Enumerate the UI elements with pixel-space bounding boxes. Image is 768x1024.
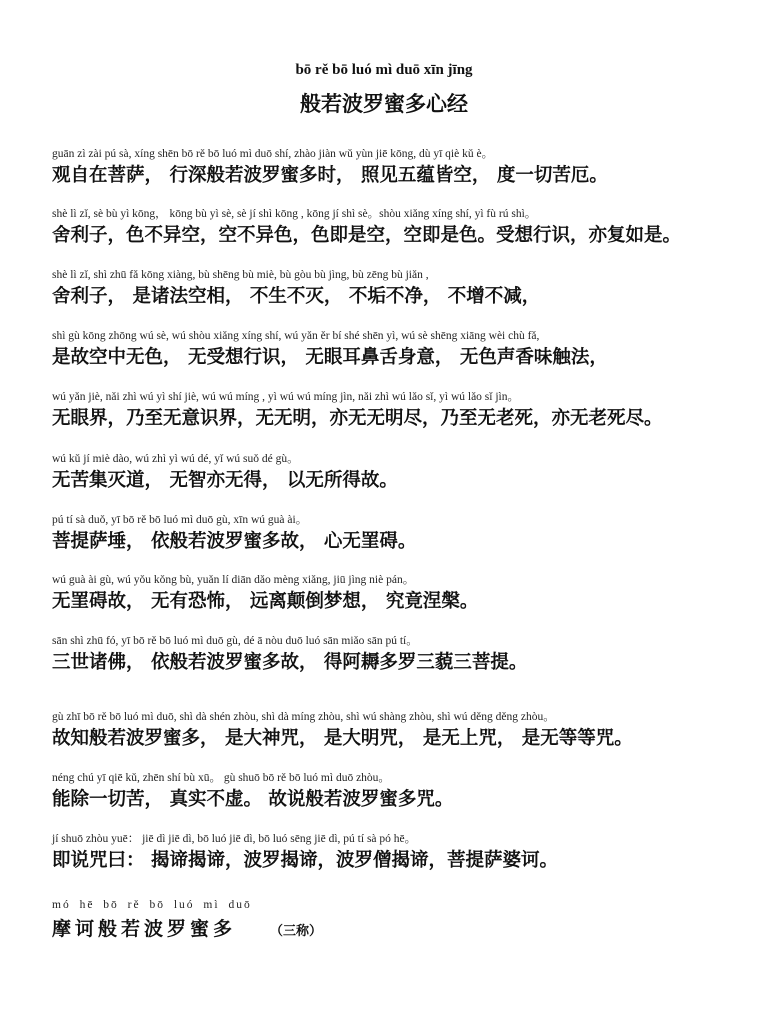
verse-line xyxy=(52,513,416,554)
closing-text: 摩诃般若波罗蜜多 xyxy=(52,918,237,940)
verse-pinyin: pú tí sà duǒ, yī bō rě bō luó mì duō gù, xīn wú guà ài。 xyxy=(52,514,308,526)
page-title: 般若波罗蜜多心经 xyxy=(300,92,468,116)
verse-text: 三世诸佛， 依般若波罗蜜多故， 得阿耨多罗三藐三菩提。 xyxy=(52,652,528,673)
verse-pinyin: wú kǔ jí miè dào, wú zhì yì wú dé, yǐ wú suǒ dé gù。 xyxy=(52,453,299,465)
verse-line xyxy=(52,268,540,309)
verse-line xyxy=(52,771,453,812)
closing-pinyin: mó hē bō rě bō luó mì duō xyxy=(52,899,252,911)
verse-line xyxy=(52,390,663,431)
verse-pinyin: jí shuō zhòu yuē： jiē dì jiē dì, bō luó jiē dì, bō luó sēng jiē dì, pú tí sà pó hē。 xyxy=(52,833,417,845)
verse-text: 舍利子，色不异空，空不异色，色即是空，空即是色。受想行识，亦复如是。 xyxy=(52,225,682,246)
verse-line xyxy=(52,832,558,873)
verse-text: 能除一切苦， 真实不虚。 故说般若波罗蜜多咒。 xyxy=(52,789,454,810)
verse-line xyxy=(52,573,478,614)
verse-pinyin: néng chú yī qiē kǔ, zhēn shí bù xū。 gù shuō bō rě bō luó mì duō zhòu。 xyxy=(52,772,390,784)
verse-pinyin: wú guà ài gù, wú yǒu kǒng bù, yuǎn lí diān dǎo mèng xiǎng, jiū jìng niè pán。 xyxy=(52,574,415,586)
closing-text-row xyxy=(52,914,322,941)
verse-pinyin: wú yǎn jiè, nǎi zhì wú yì shí jiè, wú wú míng , yì wú wú míng jìn, nǎi zhì wú lǎo sǐ, yì wú lǎo sǐ jìn。 xyxy=(52,391,519,403)
verse-pinyin: gù zhī bō rě bō luó mì duō, shì dà shén zhòu, shì dà míng zhòu, shì wú shàng zhòu, shì wú děng děng zhòu。 xyxy=(52,711,555,723)
verse-text: 无眼界，乃至无意识界，无无明，亦无无明尽，乃至无老死，亦无老死尽。 xyxy=(52,408,663,429)
verse-pinyin: shì gù kōng zhōng wú sè, wú shòu xiǎng xíng shí, wú yǎn ěr bí shé shēn yì, wú sè shēng xiāng wèi chù fǎ, xyxy=(52,330,540,342)
verse-pinyin: guān zì zài pú sà, xíng shēn bō rě bō luó mì duō shí, zhào jiàn wǔ yùn jiē kōng, dù yī qiè kǔ è。 xyxy=(52,148,494,160)
verse-text: 是故空中无色， 无受想行识， 无眼耳鼻舌身意， 无色声香味触法， xyxy=(52,347,608,368)
title-pinyin: bō rě bō luó mì duō xīn jīng xyxy=(295,62,473,78)
verse-line xyxy=(52,329,608,370)
verse-text: 菩提萨埵， 依般若波罗蜜多故， 心无罣碍。 xyxy=(52,531,417,552)
verse-text: 无罣碍故， 无有恐怖， 远离颠倒梦想， 究竟涅槃。 xyxy=(52,591,479,612)
closing-line xyxy=(52,899,322,941)
closing-note: （三称） xyxy=(270,924,323,939)
verse-line xyxy=(52,634,527,675)
verse-line xyxy=(52,147,608,188)
verse-pinyin: sān shì zhū fó, yī bō rě bō luó mì duō gù, dé ā nòu duō luó sān miǎo sān pú tí。 xyxy=(52,635,418,647)
verse-text: 观自在菩萨， 行深般若波罗蜜多时， 照见五蕴皆空， 度一切苦厄。 xyxy=(52,165,608,186)
verse-text: 舍利子， 是诸法空相， 不生不灭， 不垢不净， 不增不减， xyxy=(52,286,541,307)
verse-pinyin: shè lì zǐ, sè bù yì kōng， kōng bù yì sè, sè jí shì kōng , kōng jí shì sè。shòu xiǎng xíng shí, yì fù rú shì。 xyxy=(52,208,537,220)
verse-text: 故知般若波罗蜜多， 是大神咒， 是大明咒， 是无上咒， 是无等等咒。 xyxy=(52,728,633,749)
verse-text: 即说咒曰： 揭谛揭谛，波罗揭谛，波罗僧揭谛，菩提萨婆诃。 xyxy=(52,850,558,871)
verse-pinyin: shè lì zǐ, shì zhū fǎ kōng xiàng, bù shēng bù miè, bù gòu bù jìng, bù zēng bù jiǎn , xyxy=(52,269,429,281)
verse-line xyxy=(52,710,633,751)
verse-line xyxy=(52,452,398,493)
verse-text: 无苦集灭道， 无智亦无得， 以无所得故。 xyxy=(52,470,398,491)
verse-line xyxy=(52,207,681,248)
